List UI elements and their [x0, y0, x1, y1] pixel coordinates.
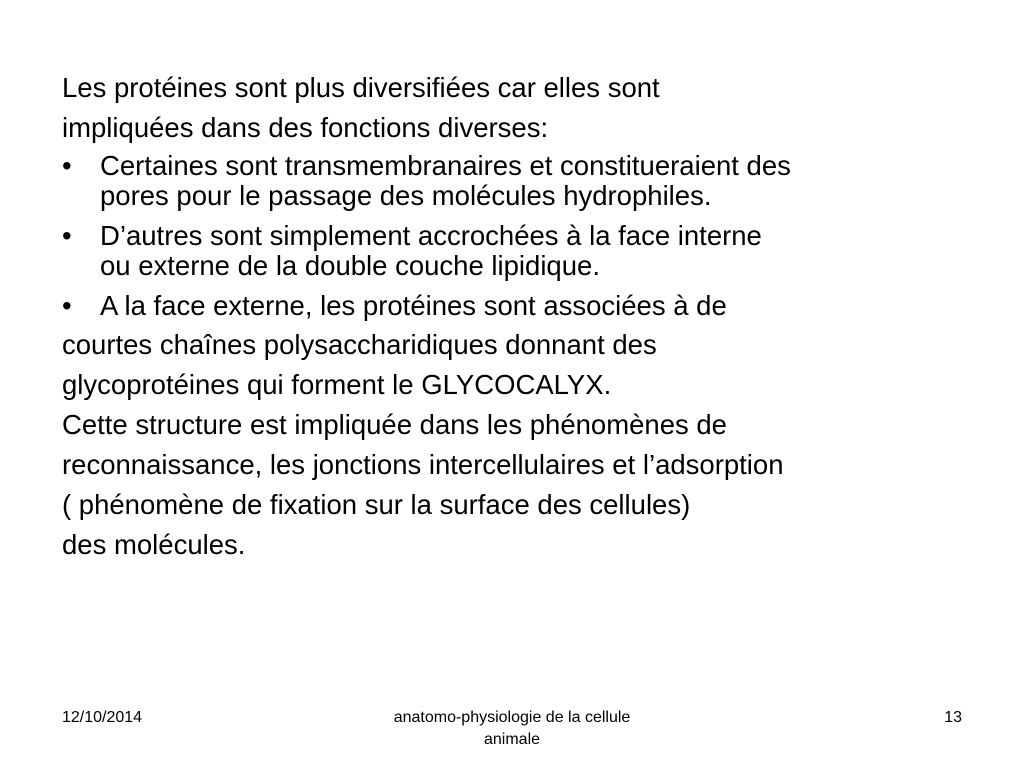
- bullet-3-line-1: A la face externe, les protéines sont associées à de: [100, 290, 727, 321]
- bullet-item-3: [62, 291, 972, 321]
- intro-line-1: Les protéines sont plus diversifiées car elles sont: [62, 72, 660, 103]
- slide-body: [62, 68, 972, 565]
- footer-title-line-1: anatomo-physiologie de la cellule: [393, 709, 631, 726]
- body-line-3: Cette structure est impliquée dans les phénomènes de: [62, 409, 727, 440]
- footer-title-line-2: animale: [483, 731, 541, 748]
- bullet-dot-icon: •: [62, 150, 72, 181]
- body-line-1: courtes chaînes polysaccharidiques donnant des: [62, 329, 657, 360]
- footer-date: 12/10/2014: [62, 709, 143, 726]
- body-line-4: reconnaissance, les jonctions intercellulaires et l’adsorption: [62, 449, 784, 480]
- body-line-2: glycoprotéines qui forment le GLYCOCALYX.: [62, 369, 612, 400]
- body-line-5: ( phénomène de fixation sur la surface des cellules): [62, 489, 691, 520]
- footer-title: [312, 707, 712, 751]
- bullet-1-line-1: Certaines sont transmembranaires et constitueraient des: [100, 150, 791, 181]
- bullet-dot-icon: •: [62, 220, 72, 251]
- body-line-6: des molécules.: [62, 529, 246, 560]
- bullet-item-1: [62, 151, 972, 211]
- bullet-1-line-2: pores pour le passage des molécules hydrophiles.: [100, 180, 712, 211]
- bullet-2-line-1: D’autres sont simplement accrochées à la face interne: [100, 220, 762, 251]
- intro-line-2: impliquées dans des fonctions diverses:: [62, 112, 549, 143]
- page-number: 13: [944, 709, 962, 726]
- bullet-item-2: [62, 221, 972, 281]
- bullet-2-line-2: ou externe de la double couche lipidique.: [100, 250, 600, 281]
- bullet-dot-icon: •: [62, 290, 72, 321]
